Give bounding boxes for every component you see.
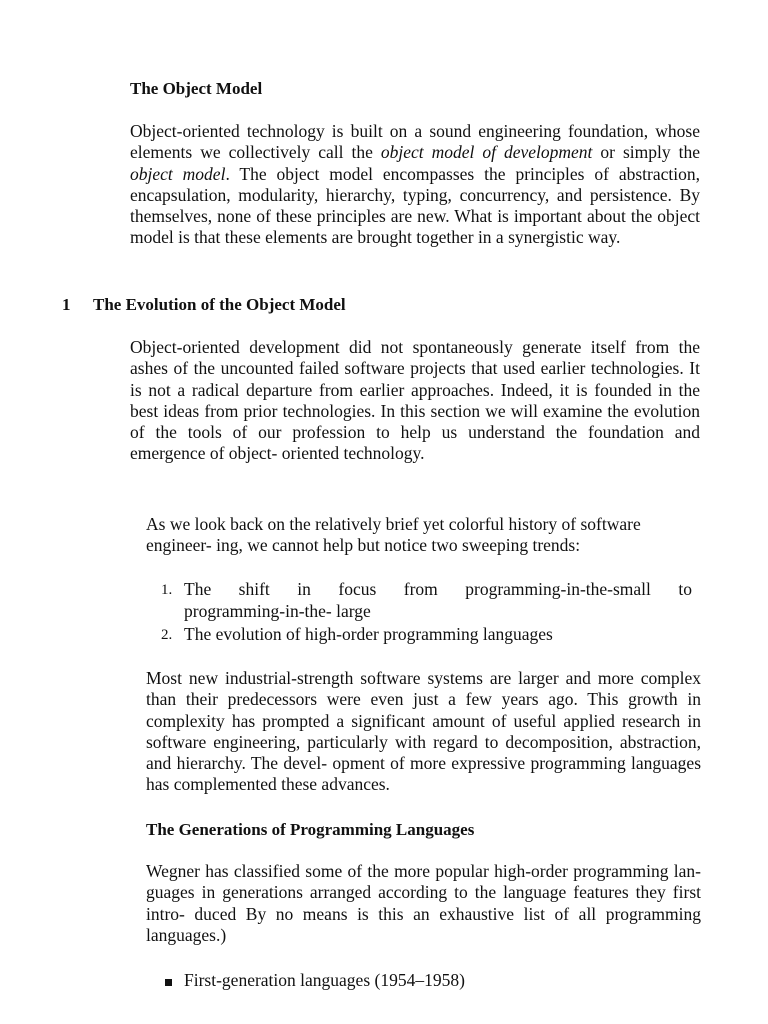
page-title: The Object Model bbox=[130, 79, 263, 98]
section-paragraph-3: Most new industrial-strength software systems are larger and more complex than their predecessors were even just a few years ago. This growth in complexity has prompted a significant amount of useful applied research in software engineering, particularly with regard to decomposition, abstraction, and hierarchy. The devel- opment of more expressive programming languages has complemented these advances. bbox=[146, 668, 701, 795]
intro-emphasis-2: object model bbox=[130, 163, 226, 184]
list-item-number: 1. bbox=[161, 582, 173, 598]
intro-emphasis-1: object model of development bbox=[380, 142, 593, 163]
list-item-text: The shift in focus from programming-in-the-small to bbox=[184, 579, 692, 599]
generations-paragraph: Wegner has classified some of the more popular high-order programming lan- guages in generations arranged according to the language features they first intro- duced By no means is this an exhaustive list of all programming languages.) bbox=[146, 861, 701, 945]
intro-text-3: . The object model encompasses the principles of abstraction, encapsulation, modularity, hierarchy, typing, concurrency, and persistence. By themselves, none of these principles are new. What is important about the object model is that these elements are brought together in a synergistic way. bbox=[130, 163, 701, 248]
intro-text-1: Object-oriented technology is built on a sound engineering foundation, whose elements we collectively call the bbox=[130, 121, 700, 163]
subsection-title: The Generations of Programming Languages bbox=[146, 820, 475, 839]
list-item-text: The evolution of high-order programming languages bbox=[184, 624, 553, 644]
section-title: The Evolution of the Object Model bbox=[93, 295, 346, 314]
list-item-text: First-generation languages (1954–1958) bbox=[184, 970, 465, 990]
list-item-number: 2. bbox=[161, 627, 173, 643]
intro-text-2: or simply the bbox=[592, 142, 700, 163]
list-item-text-continued: programming-in-the- large bbox=[184, 601, 371, 621]
bullet-square-icon bbox=[165, 979, 172, 986]
section-paragraph-2: As we look back on the relatively brief yet colorful history of software engineer- ing, we cannot help but notice two sweeping trends: bbox=[146, 514, 641, 556]
section-paragraph-1: Object-oriented development did not spontaneously generate itself from the ashes of the uncounted failed software projects that used earlier technologies. It is not a radical departure from earlier approaches. Indeed, it is founded in the best ideas from prior technologies. In this section we will examine the evolution of the tools of our profession to help us understand the foundation and emergence of object- oriented technology. bbox=[130, 337, 700, 464]
section-number: 1 bbox=[62, 295, 71, 314]
intro-paragraph bbox=[130, 121, 700, 249]
